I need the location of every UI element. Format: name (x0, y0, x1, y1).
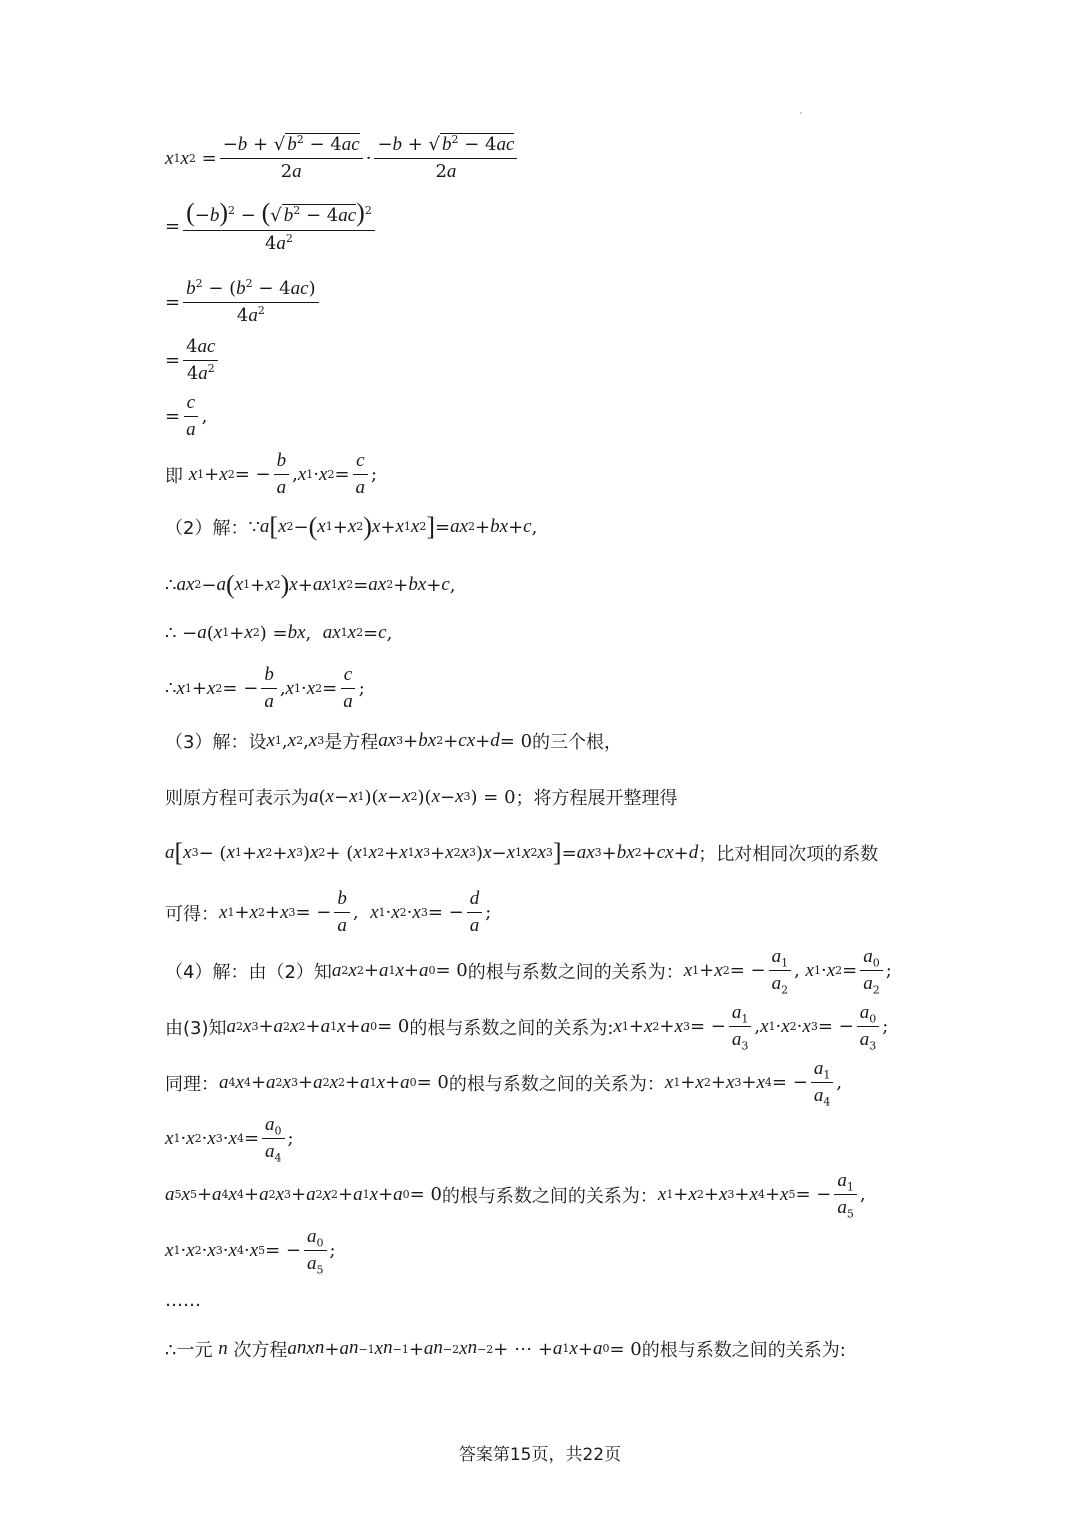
part3-mid: 是方程 (324, 732, 379, 753)
formula-line-11: （3）解：设 x 1 , x 2 , x 3 是方程 ax 3 + bx 2 + cx + d = 0 的三个根， (165, 730, 623, 753)
ellipsis-line (165, 1290, 960, 1311)
part4-label: （4）解：由（2）知 (165, 961, 332, 983)
part3-end: 的三个根， (532, 732, 623, 753)
formula-line-3: = $\frac{b^2 - (b^2 - 4ac)}{4a^2}$ (165, 278, 960, 327)
formula-line-7: （2）解： ∵ a [ x 2 − ( x 1 + x 2 ) x + x 1 x 2 ] = ax 2 + bx + c , (165, 512, 538, 541)
formula-line-1: x 1 x 2 = $\frac{-b + √ b^2 - 4ac}{2a}$ · $\frac{-b + √ b^2 - 4ac}{2a}$ (165, 134, 960, 183)
line19-mid: 的根与系数之间的关系为： (441, 1185, 658, 1207)
ellipsis: …… (165, 1290, 201, 1311)
formula-line-20: x 1 · x 2 · x 3 · x 4 · x 5 = − $\frac{a_0}{a_5}$ ; (165, 1226, 336, 1277)
formula-line-5: = $\frac{c}{a}$ , (165, 392, 208, 440)
line22-start: ∴一元 (165, 1340, 213, 1361)
formula-line-8: ∴ ax 2 − a ( x 1 + x 2 ) x + ax 1 x 2 = ax 2 + bx + c , (165, 570, 456, 599)
line12-start: 则原方程可表示为 (165, 788, 309, 809)
line12-end: ；将方程展开整理得 (515, 788, 678, 809)
line22-mid: 次方程 (233, 1340, 288, 1361)
part4-mid: 的根与系数之间的关系为： (467, 961, 684, 983)
formula-line-18: x 1 · x 2 · x 3 · x 4 = $\frac{a_0}{a_4}$ ; (165, 1114, 294, 1165)
part3-label: （3）解：设 (165, 732, 267, 753)
text-ji: 即 (165, 465, 183, 487)
formula-line-14: 可得： x 1 + x 2 + x 3 = − $\frac{b}{a}$ , x 1 · x 2 · x 3 = − $\frac{d}{a}$ ; (165, 888, 492, 936)
formula-line-19: a 5 x 5 + a 4 x 4 + a 2 x 3 + a 2 x 2 + a 1 x + a 0 = 0 的根与系数之间的关系为： x 1 + x 2 + x 3 + x 4 + x 5 = − $\frac{a_1}{a_5}$ , (165, 1170, 866, 1221)
part2-label: （2）解： (165, 518, 249, 539)
formula-line-15: （4）解：由（2）知 a 2 x 2 + a 1 x + a 0 = 0 的根与系数之间的关系为： x 1 + x 2 = − $\frac{a_1}{a_2}$ , x 1 · x 2 = $\frac{a_0}{a_2}$ ; (165, 946, 892, 997)
line17-mid: 的根与系数之间的关系为： (448, 1073, 665, 1095)
formula-line-9: ∴ − a ( x 1 + x 2 ) = bx , ax 1 x 2 = c , (165, 622, 393, 644)
line16-mid: 的根与系数之间的关系为: (409, 1017, 614, 1039)
formula-line-22: ∴一元 n 次方程 a n x n + a n−1 x n−1 + a n−2 x n−2 + ⋯ + a 1 x + a 0 = 0 的根与系数之间的关系为: (165, 1337, 846, 1361)
scan-speck (800, 112, 802, 114)
formula-line-17: 同理： a 4 x 4 + a 2 x 3 + a 2 x 2 + a 1 x + a 0 = 0 的根与系数之间的关系为： x 1 + x 2 + x 3 + x 4 = − $\frac{a_1}{a_4}$ , (165, 1058, 843, 1109)
formula-line-6: 即 x 1 + x 2 = − $\frac{b}{a}$ , x 1 · x 2 = $\frac{c}{a}$ ; (165, 450, 378, 498)
formula-line-4: = $\frac{4ac}{4a^2}$ (165, 336, 960, 385)
formula-line-2: = $\frac{(-b)^2 - (√ b^2 - 4ac)^2}{4a^2}$ (165, 198, 960, 255)
formula-line-12: 则原方程可表示为 a ( x − x 1 )( x − x 2 )( x − x 3 ) = 0 ；将方程展开整理得 (165, 786, 678, 809)
formula-line-16: 由(3)知 a 2 x 3 + a 2 x 2 + a 1 x + a 0 = 0 的根与系数之间的关系为: x 1 + x 2 + x 3 = − $\frac{a_1}{a_3}$ , x 1 · x 2 · x 3 = − $\frac{a_0}{a_3}$ ; (165, 1002, 889, 1053)
page-footer: 答案第15页，共22页 (458, 1445, 622, 1465)
formula-line-13: a [ x 3 − ( x 1 + x 2 + x 3 ) x 2 + ( x 1 x 2 + x 1 x 3 + x 2 x 3 ) x − x 1 x 2 x 3 ] = ax 3 + bx 2 + cx + d ；比对相同次项的系数 (165, 838, 879, 867)
line13-end: ；比对相同次项的系数 (698, 844, 879, 865)
formula-line-10: ∴ x 1 + x 2 = − $\frac{b}{a}$ , x 1 · x 2 = $\frac{c}{a}$ ; (165, 664, 365, 712)
line22-end: 的根与系数之间的关系为: (641, 1340, 846, 1361)
line14-start: 可得： (165, 903, 219, 925)
line16-start: 由(3)知 (165, 1017, 227, 1039)
line17-start: 同理： (165, 1073, 219, 1095)
